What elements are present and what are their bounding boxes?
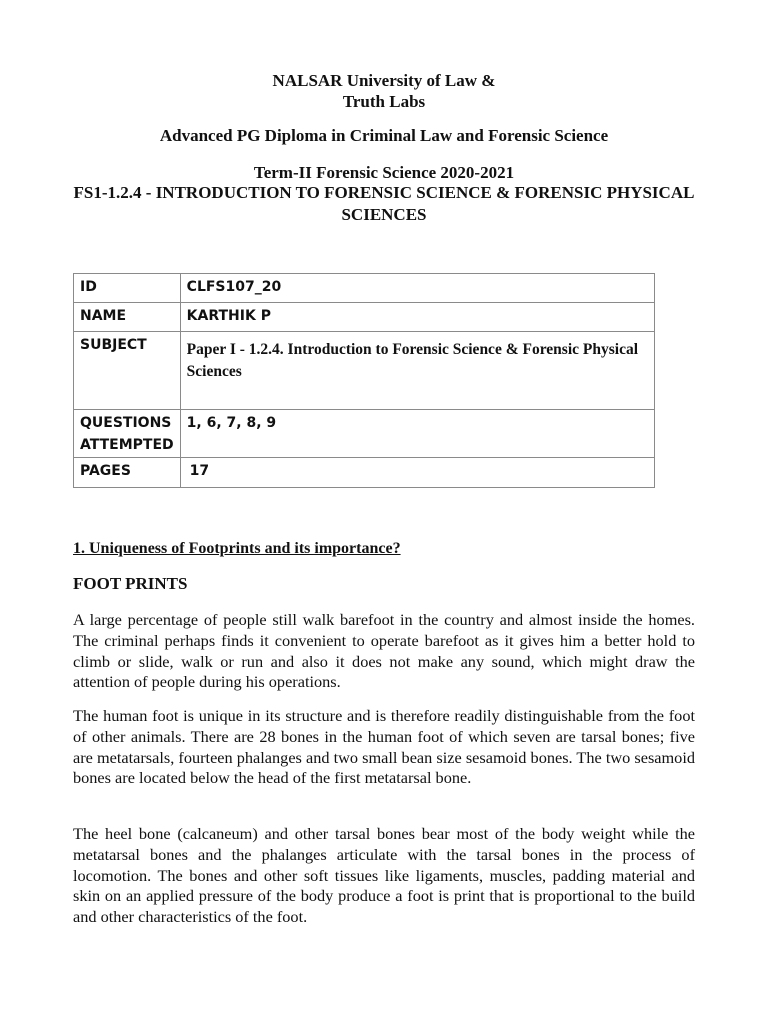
- subject-cell: [180, 332, 654, 410]
- pages-label: PAGES: [74, 458, 181, 488]
- labs-title: Truth Labs: [342, 92, 426, 111]
- table-row: [74, 274, 655, 303]
- name-label: NAME: [74, 303, 181, 332]
- term-title: Term-II Forensic Science 2020-2021: [253, 163, 515, 182]
- table-row: [74, 303, 655, 332]
- name-value: KARTHIK P: [180, 303, 654, 332]
- student-info-table: [73, 273, 655, 488]
- questions-attempted-value: 1, 6, 7, 8, 9: [180, 410, 654, 458]
- paragraph: A large percentage of people still walk barefoot in the country and almost inside the homes. The criminal perhaps finds it convenient to operate barefoot as it gives him a better hold to climb or slide, walk or run and also it does not make any sound, which might draw the attention of people during his operations.: [73, 610, 695, 692]
- questions-attempted-label: QUESTIONS ATTEMPTED: [74, 410, 181, 458]
- table-row: [74, 332, 655, 410]
- subject-value: Paper I - 1.2.4. Introduction to Forensic Science & Forensic Physical Sciences: [186, 341, 639, 380]
- pages-cell: [180, 458, 654, 488]
- section-heading: FOOT PRINTS: [73, 574, 188, 593]
- paragraph: The human foot is unique in its structure and is therefore readily distinguishable from the foot of other animals. There are 28 bones in the human foot of which seven are tarsal bones; five are metatarsals, fourteen phalanges and two small bean size sesamoid bones. The two sesamoid bones are located below the head of the first metatarsal bone.: [73, 706, 695, 788]
- table-row: [74, 458, 655, 488]
- university-title: NALSAR University of Law &: [272, 71, 496, 90]
- paragraph: The heel bone (calcaneum) and other tarsal bones bear most of the body weight while the metatarsal bones and the phalanges articulate with the tarsal bones in the process of locomotion. The bones and other soft tissues like ligaments, muscles, padding material and skin on an applied pressure of the body produce a foot is print that is proportional to the build and other characteristics of the foot.: [73, 824, 695, 927]
- subject-label: SUBJECT: [74, 332, 181, 410]
- course-title: FS1-1.2.4 - INTRODUCTION TO FORENSIC SCIENCE & FORENSIC PHYSICAL SCIENCES: [73, 183, 695, 224]
- id-label: ID: [74, 274, 181, 303]
- pages-value: 17: [189, 463, 210, 479]
- table-row: [74, 410, 655, 458]
- id-value: CLFS107_20: [180, 274, 654, 303]
- question-heading: 1. Uniqueness of Footprints and its importance?: [73, 540, 401, 557]
- diploma-title: Advanced PG Diploma in Criminal Law and Forensic Science: [159, 126, 609, 145]
